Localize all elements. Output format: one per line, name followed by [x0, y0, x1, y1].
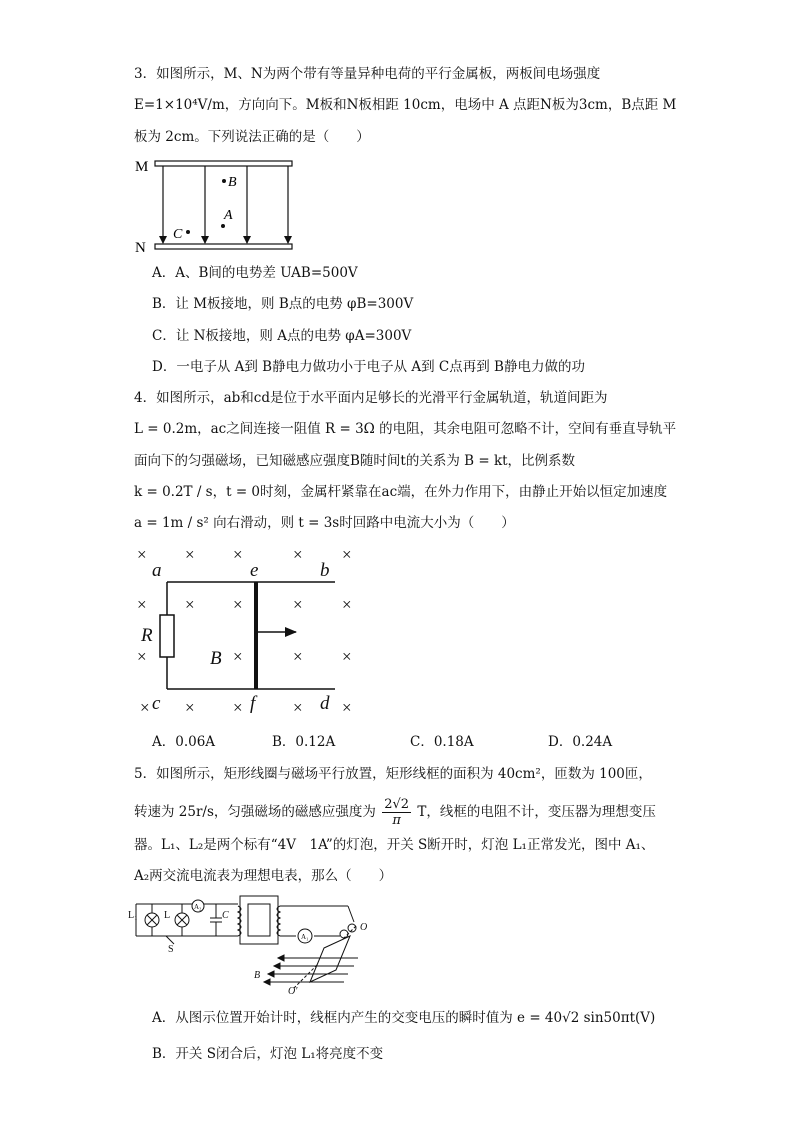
svg-text:×: × — [137, 647, 147, 666]
q4-stem-line2: L = 0.2m，ac之间连接一阻值 R = 3Ω 的电阻，其余电阻可忽略不计，空间有垂直导轨平 — [134, 421, 677, 437]
svg-text:×: × — [342, 545, 352, 564]
q4-option-c: C．0.18A — [410, 734, 474, 750]
svg-text:×: × — [233, 698, 243, 717]
rectangular-coil — [310, 936, 350, 982]
svg-text:×: × — [137, 545, 147, 564]
label-a: a — [152, 560, 162, 581]
label-c: C — [222, 910, 229, 921]
q3-option-b: B．让 M板接地，则 B点的电势 φB=300V — [152, 296, 414, 312]
label-resistor: R — [141, 625, 153, 646]
label-b: b — [320, 560, 330, 581]
q3-option-d: D．一电子从 A到 B静电力做功小于电子从 A到 C点再到 B静电力做的功 — [152, 359, 585, 375]
svg-text:×: × — [233, 545, 243, 564]
label-l2: L — [164, 910, 171, 921]
q4-stem-line3: 面向下的匀强磁场，已知磁感应强度B随时间t的关系为 B = kt，比例系数 — [134, 453, 576, 469]
label-f: f — [250, 693, 256, 714]
label-a2: A₂ — [194, 903, 202, 911]
q5-stem-line1: 5．如图所示，矩形线圈与磁场平行放置，矩形线框的面积为 40cm²，匝数为 100匝， — [134, 766, 652, 782]
q4-rail-figure — [130, 542, 370, 722]
field-strength-fraction — [382, 797, 411, 828]
q4-stem-line5: a = 1m / s² 向右滑动，则 t = 3s时回路中电流大小为（ ） — [134, 515, 515, 531]
q4-option-d: D．0.24A — [548, 734, 613, 750]
q5-option-b: B．开关 S闭合后，灯泡 L₁将亮度不变 — [152, 1046, 384, 1062]
point-a — [221, 224, 225, 228]
q5-transformer-figure — [128, 892, 378, 994]
plate-n — [155, 244, 292, 249]
svg-text:×: × — [233, 595, 243, 614]
svg-text:×: × — [342, 595, 352, 614]
svg-text:×: × — [293, 545, 303, 564]
svg-text:×: × — [140, 698, 150, 717]
q5-stem-line3: 器。L₁、L₂是两个标有“4V 1A”的灯泡，开关 S断开时，灯泡 L₁正常发光，图中 A₁、 — [134, 837, 655, 853]
svg-text:×: × — [185, 545, 195, 564]
label-b: B — [228, 175, 237, 190]
svg-text:×: × — [137, 595, 147, 614]
q3-stem-line2: E=1×10⁴V/m，方向向下。M板和N板相距 10cm，电场中 A 点距N板为3cm，B点距 M — [134, 97, 677, 113]
label-m: M — [135, 159, 149, 175]
q4-stem-line4: k = 0.2T / s，t = 0时刻，金属杆紧靠在ac端，在外力作用下，由静止开始以恒定加速度 — [134, 484, 668, 500]
label-o-prime: O′ — [288, 986, 298, 994]
point-b — [222, 179, 226, 183]
svg-text:×: × — [293, 595, 303, 614]
transformer-core — [240, 896, 278, 944]
q3-capacitor-figure — [125, 152, 300, 257]
q5-stem-line2-end: T，线框的电阻不计，变压器为理想变压 — [417, 804, 656, 820]
q3-stem-line1: 3．如图所示，M、N为两个带有等量异种电荷的平行金属板，两板间电场强度 — [134, 66, 601, 82]
label-field-b: B — [254, 970, 261, 981]
label-c: C — [173, 227, 183, 242]
label-d: d — [320, 693, 330, 714]
q3-stem-line3: 板为 2cm。下列说法正确的是（ ） — [134, 129, 370, 145]
label-a: A — [224, 208, 233, 223]
q5-stem-line4: A₂两交流电流表为理想电表，那么（ ） — [134, 868, 393, 884]
svg-text:×: × — [185, 595, 195, 614]
label-c: c — [152, 693, 161, 714]
q4-stem-line1: 4．如图所示，ab和cd是位于水平面内足够长的光滑平行金属轨道，轨道间距为 — [134, 390, 608, 406]
label-l1: L₁ — [128, 910, 138, 921]
q5-option-a: A．从图示位置开始计时，线框内产生的交变电压的瞬时值为 e = 40√2 sin50πt(V) — [152, 1010, 656, 1026]
label-s: S — [168, 944, 174, 955]
svg-text:×: × — [185, 698, 195, 717]
q3-option-a: A．A、B间的电势差 UAB=500V — [152, 265, 358, 281]
svg-text:×: × — [293, 647, 303, 666]
label-a1: A₁ — [301, 933, 309, 941]
q5-stem-line2 — [134, 797, 656, 828]
svg-text:×: × — [342, 698, 352, 717]
q4-option-b: B．0.12A — [272, 734, 336, 750]
svg-text:×: × — [342, 647, 352, 666]
fraction-numerator: 2√2 — [384, 797, 410, 812]
q4-option-a: A．0.06A — [152, 734, 216, 750]
label-o: O — [360, 922, 368, 933]
label-e: e — [250, 560, 259, 581]
fraction-denominator: π — [392, 813, 401, 828]
label-n: N — [135, 240, 146, 256]
q5-stem-line2-start: 转速为 25r/s，匀强磁场的磁感应强度为 — [134, 804, 376, 820]
svg-text:×: × — [233, 647, 243, 666]
label-field-b: B — [210, 648, 222, 669]
q3-option-c: C．让 N板接地，则 A点的电势 φA=300V — [152, 328, 412, 344]
point-c — [186, 230, 190, 234]
resistor-r — [160, 615, 174, 657]
svg-text:×: × — [293, 698, 303, 717]
plate-m — [155, 161, 292, 166]
